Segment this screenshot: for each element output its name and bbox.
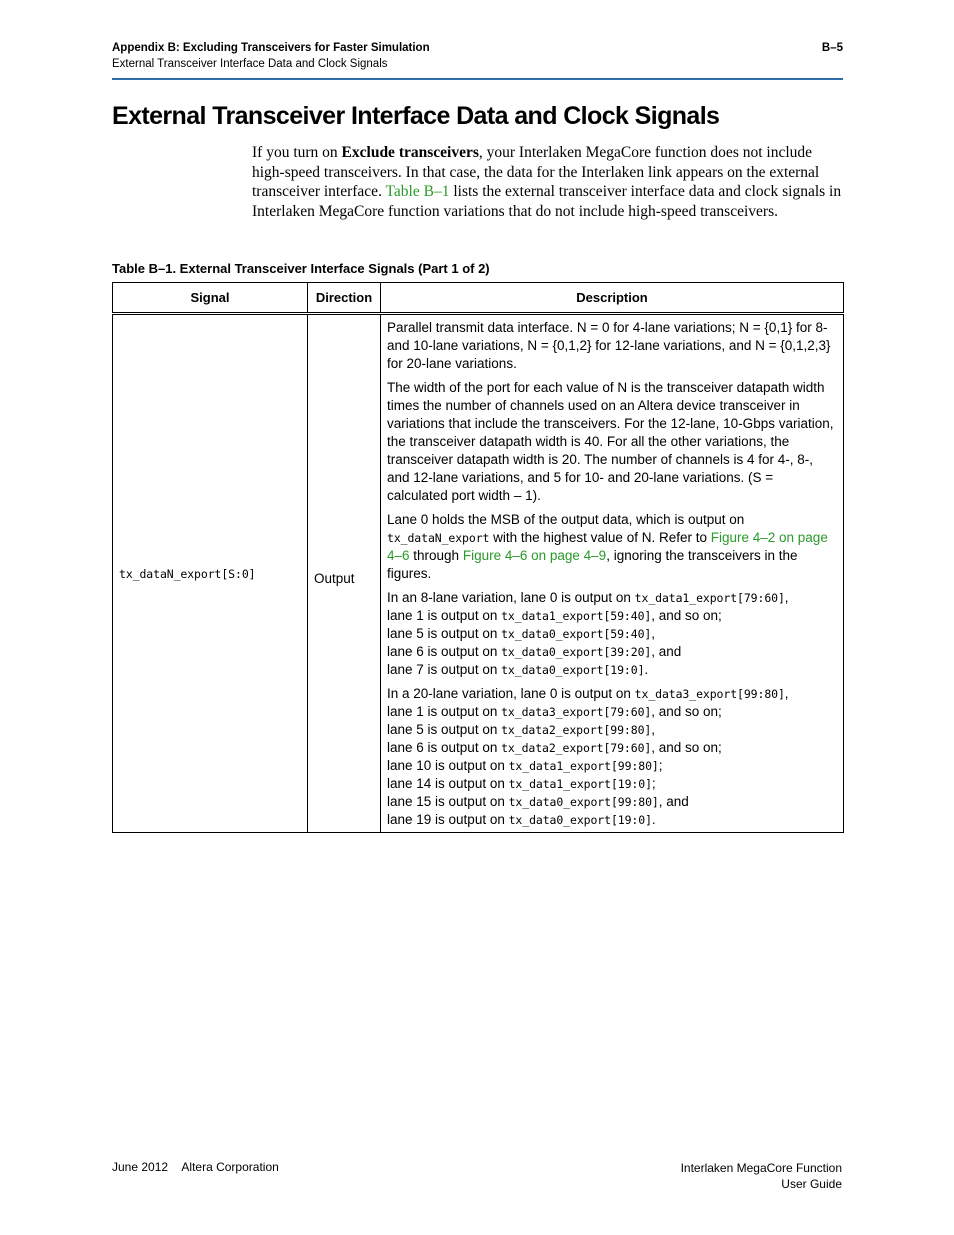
running-header (112, 42, 843, 80)
code-signal: tx_data0_export[19:0] (508, 813, 652, 827)
intro-text-2: , your Interlaken MegaCore function does not include high-speed transceivers. In that case, the data for the Interlaken link appears on the external transceiver interface. (252, 144, 820, 201)
table-reference-link[interactable]: Table B–1 (385, 183, 450, 201)
code-signal: tx_data1_export[79:60] (634, 591, 785, 605)
footer-right (681, 1160, 842, 1192)
signal-description (381, 314, 844, 833)
description-para-1: Parallel transmit data interface. N = 0 for 4-lane variations; N = {0,1} for 8- and 10-lane variations, N = {0,1,2} for 12-lane variations, and N = {0,1,2,3} for 20-lane variations. (387, 320, 831, 371)
code-signal: tx_data2_export[79:60] (501, 741, 652, 755)
signal-name: tx_dataN_export[S:0] (113, 314, 308, 833)
footer-left (112, 1160, 279, 1174)
header-chapter: Appendix B: Excluding Transceivers for Faster Simulation (112, 42, 430, 54)
code-signal: tx_data3_export[99:80] (634, 687, 785, 701)
code-signal: tx_data1_export[99:80] (508, 759, 659, 773)
description-para-20-lane: In a 20-lane variation, lane 0 is output on tx_data3_export[99:80], lane 1 is output on tx_data3_export[79:60], and so on; lane 5 is output on tx_data2_export[99:80], lane 6 is output on tx_data2_export[79:60], and so on; lane 10 is output on tx_data1_export[99:80]; lane 14 is output on tx_data1_export[19:0]; lane 15 is output on tx_data0_export[99:80], and lane 19 is output on tx_data0_export[19:0]. (387, 686, 789, 827)
description-para-2: The width of the port for each value of N is the transceiver datapath width times the number of channels used on an Altera device transceiver in variations that include the transceivers. For the 12-lane, 10-Gbps variation, the transceiver datapath width is 40. For all the other variations, the transceiver datapath width is 20. The number of channels is 4 for 4-, 8-, and 12-lane variations, and 5 for 10- and 20-lane variations. (S = calculated port width – 1). (387, 380, 834, 503)
footer-doc-type: User Guide (781, 1177, 842, 1191)
header-section: External Transceiver Interface Data and Clock Signals (112, 58, 388, 70)
signal-direction: Output (308, 314, 381, 833)
code-signal: tx_data1_export[59:40] (501, 609, 652, 623)
page-number: B–5 (821, 42, 843, 54)
header-signal: Signal (113, 283, 308, 314)
code-signal: tx_data1_export[19:0] (508, 777, 652, 791)
page-title: External Transceiver Interface Data and Clock Signals (112, 102, 720, 130)
footer-date: June 2012 (112, 1160, 169, 1174)
figure-link[interactable]: Figure 4–6 on page 4–9 (462, 548, 607, 563)
table-header-row (113, 283, 844, 314)
intro-bold-option: Exclude transceivers (341, 144, 479, 161)
footer-doc-title: Interlaken MegaCore Function (680, 1161, 842, 1175)
description-para-8-lane: In an 8-lane variation, lane 0 is output on tx_data1_export[79:60], lane 1 is output on tx_data1_export[59:40], and so on; lane 5 is output on tx_data0_export[59:40], lane 6 is output on tx_data0_export[39:20], and lane 7 is output on tx_data0_export[19:0]. (387, 590, 789, 677)
code-signal: tx_data0_export[59:40] (501, 627, 652, 641)
table-row (113, 314, 844, 833)
code-signal: tx_data0_export[19:0] (501, 663, 645, 677)
signals-table (112, 282, 844, 833)
code-signal: tx_data3_export[79:60] (501, 705, 652, 719)
code-signal: tx_dataN_export (387, 531, 490, 545)
header-direction: Direction (308, 283, 381, 314)
intro-paragraph (252, 143, 844, 221)
table-caption: Table B–1. External Transceiver Interface Signals (Part 1 of 2) (112, 261, 490, 276)
header-description: Description (381, 283, 844, 314)
intro-text-1: If you turn on (252, 144, 342, 161)
footer-company: Altera Corporation (181, 1160, 279, 1174)
description-para-3: Lane 0 holds the MSB of the output data, which is output on tx_dataN_export with the highest value of N. Refer to Figure 4–2 on page 4–6 through Figure 4–6 on page 4–9, ignoring the transceivers in the figures. (387, 512, 828, 581)
figure-link[interactable]: Figure 4–2 on page 4–6 (387, 530, 828, 563)
code-signal: tx_data0_export[39:20] (501, 645, 652, 659)
code-signal: tx_data0_export[99:80] (508, 795, 659, 809)
code-signal: tx_data2_export[99:80] (501, 723, 652, 737)
intro-text-3: lists the external transceiver interface data and clock signals in Interlaken MegaCore function variations that do not include high-speed transceivers. (252, 183, 842, 220)
